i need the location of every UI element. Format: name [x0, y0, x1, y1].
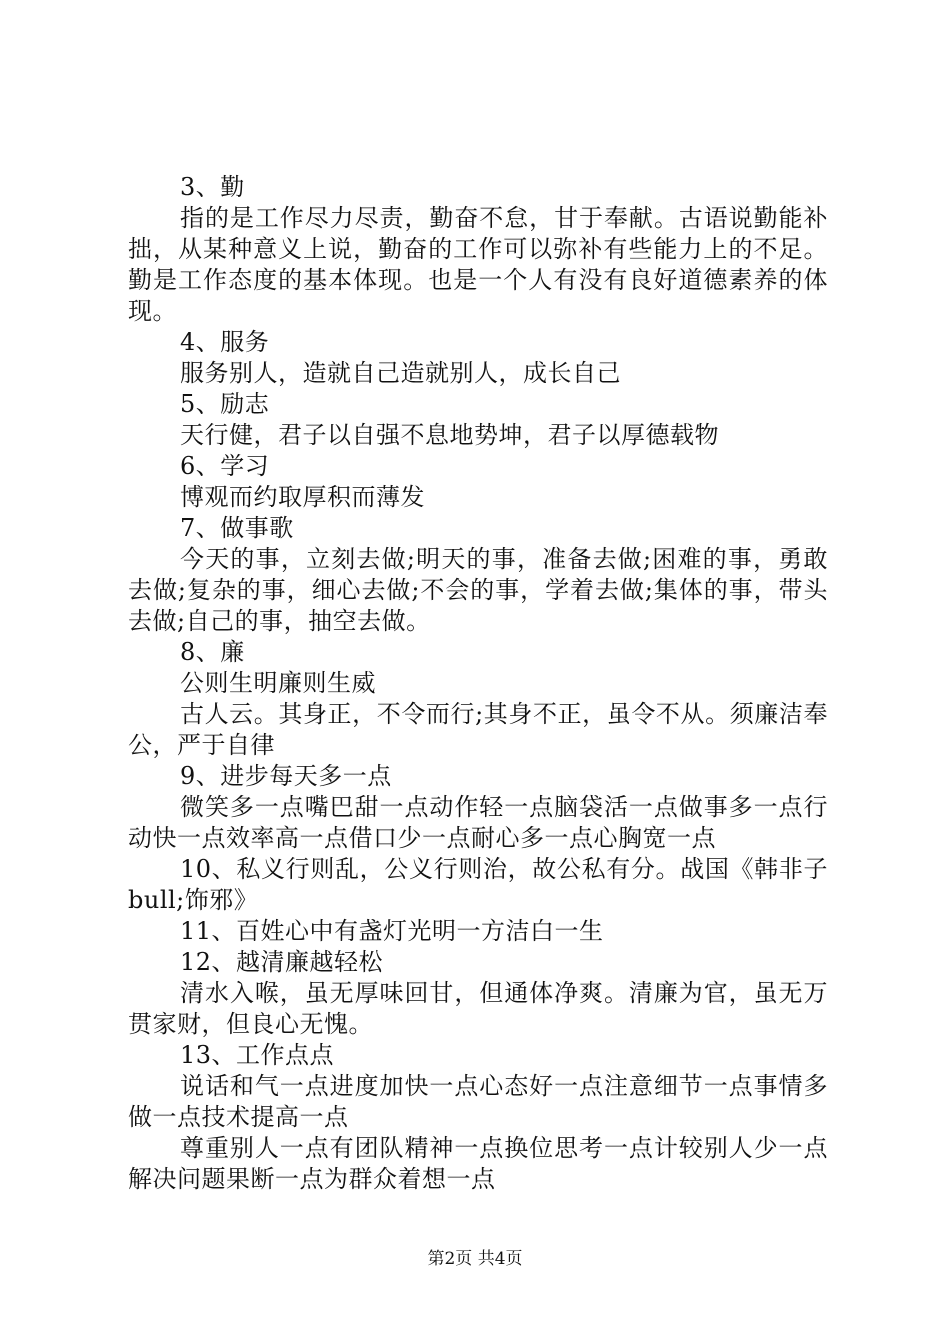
paragraph-progress: 微笑多一点嘴巴甜一点动作轻一点脑袋活一点做事多一点行动快一点效率高一点借口少一点耐心多一点心胸宽一点: [128, 793, 828, 852]
paragraph-work-song: 今天的事，立刻去做;明天的事，准备去做;困难的事，勇敢去做;复杂的事，细心去做;不会的事，学着去做;集体的事，带头去做;自己的事，抽空去做。: [128, 545, 828, 635]
paragraph-diligence: 指的是工作尽力尽责，勤奋不怠，甘于奉献。古语说勤能补拙，从某种意义上说，勤奋的工作可以弥补有些能力上的不足。勤是工作态度的基本体现。也是一个人有没有良好道德素养的体现。: [128, 204, 828, 325]
paragraph-public-private: 10、私义行则乱，公义行则治，故公私有分。战国《韩非子bull;饰邪》: [128, 855, 828, 914]
heading-study: 6、学习: [180, 452, 270, 480]
paragraph-work-points-1: 说话和气一点进度加快一点心态好一点注意细节一点事情多做一点技术提高一点: [128, 1072, 828, 1131]
heading-integrity: 8、廉: [180, 638, 245, 666]
heading-clean-easy: 12、越清廉越轻松: [180, 948, 384, 976]
heading-progress: 9、进步每天多一点: [180, 762, 392, 790]
paragraph-integrity: 古人云。其身正，不令而行;其身不正，虽令不从。须廉洁奉公，严于自律: [128, 700, 828, 759]
paragraph-work-points-2: 尊重别人一点有团队精神一点换位思考一点计较别人少一点解决问题果断一点为群众着想一点: [128, 1134, 828, 1193]
document-body: [128, 172, 828, 1195]
paragraph-lamp: 11、百姓心中有盏灯光明一方洁白一生: [180, 917, 604, 945]
heading-work-song: 7、做事歌: [180, 514, 294, 542]
heading-service: 4、服务: [180, 328, 270, 356]
paragraph-integrity-motto: 公则生明廉则生威: [180, 669, 376, 697]
paragraph-inspiration: 天行健，君子以自强不息地势坤，君子以厚德载物: [180, 421, 719, 449]
page-footer: 第2页 共4页: [427, 1249, 523, 1269]
heading-inspiration: 5、励志: [180, 390, 270, 418]
heading-diligence: 3、勤: [180, 173, 245, 201]
heading-work-points: 13、工作点点: [180, 1041, 335, 1069]
paragraph-study: 博观而约取厚积而薄发: [180, 483, 425, 511]
paragraph-service: 服务别人，造就自己造就别人，成长自己: [180, 359, 621, 387]
paragraph-clean-easy: 清水入喉，虽无厚味回甘，但通体净爽。清廉为官，虽无万贯家财，但良心无愧。: [128, 979, 828, 1038]
